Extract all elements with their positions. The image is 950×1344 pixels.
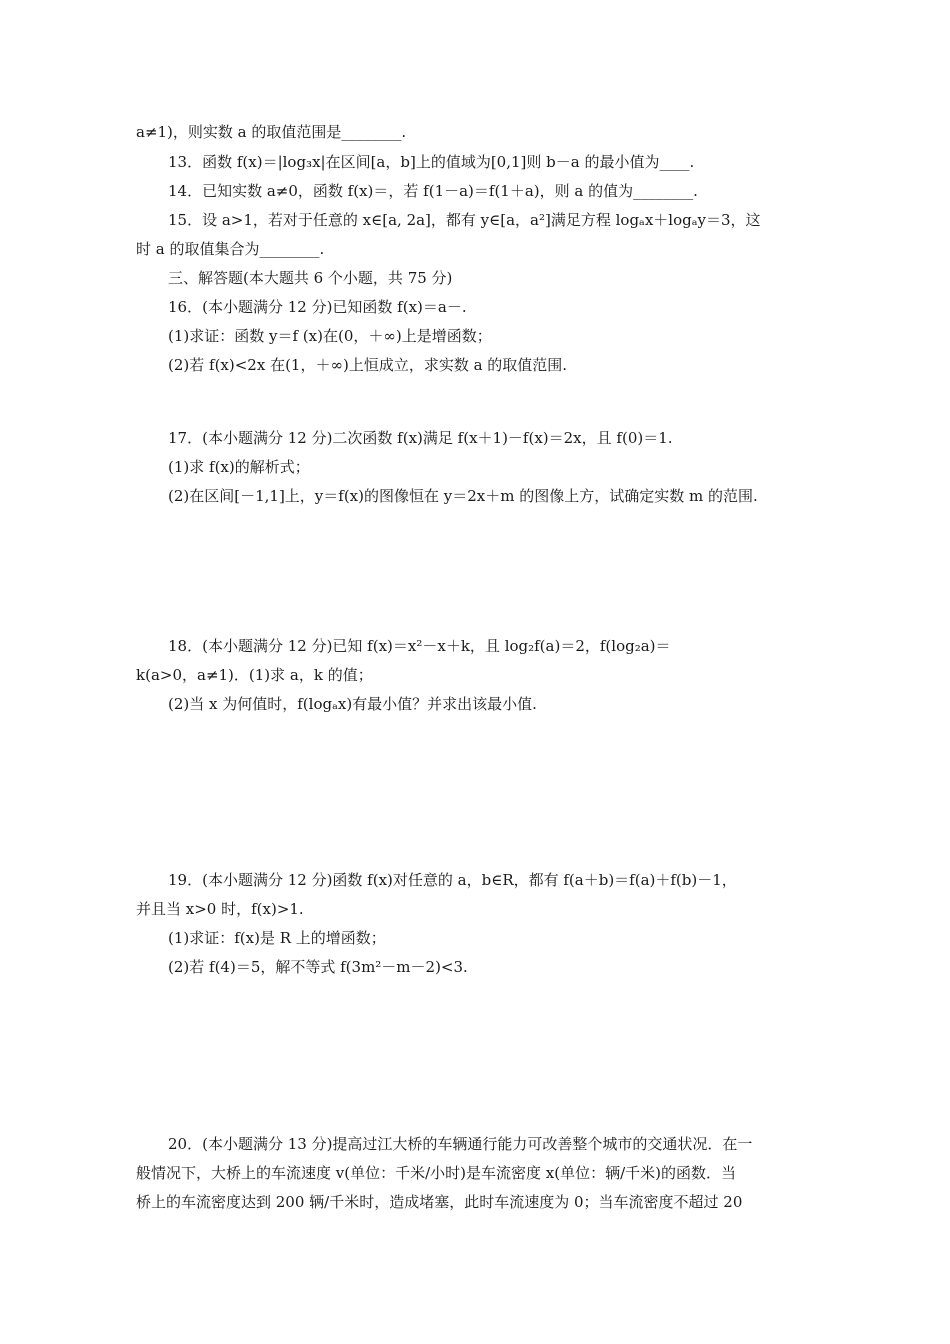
text-line: (1)求证：函数 y＝f (x)在(0，＋∞)上是增函数；	[168, 327, 492, 345]
text-line: (2)若 f(4)＝5，解不等式 f(3m²－m－2)<3.	[168, 958, 468, 976]
text-line: 般情况下，大桥上的车流速度 v(单位：千米/小时)是车流密度 x(单位：辆/千米)的函数．当	[136, 1164, 736, 1182]
question-19: 19．(本小题满分 12 分)函数 f(x)对任意的 a，b∈R，都有 f(a＋b)＝f(a)＋f(b)－1，	[168, 871, 737, 889]
question-18: 18．(本小题满分 12 分)已知 f(x)＝x²－x＋k，且 log₂f(a)＝2，f(log₂a)＝	[168, 637, 671, 655]
text-line: (1)求证：f(x)是 R 上的增函数；	[168, 929, 386, 947]
text-line: 桥上的车流密度达到 200 辆/千米时，造成堵塞，此时车流速度为 0；当车流密度不超过 20	[136, 1193, 743, 1211]
text-line: (2)当 x 为何值时，f(logₐx)有最小值？并求出该最小值.	[168, 695, 537, 713]
text-line: (1)求 f(x)的解析式；	[168, 458, 310, 476]
text-line: 并且当 x>0 时，f(x)>1.	[136, 900, 304, 918]
question-13: 13．函数 f(x)＝|log₃x|在区间[a，b]上的值域为[0,1]则 b－a 的最小值为____.	[168, 153, 695, 171]
question-20: 20．(本小题满分 13 分)提高过江大桥的车辆通行能力可改善整个城市的交通状况．在一	[168, 1135, 753, 1153]
text-line: 时 a 的取值集合为________.	[136, 240, 325, 258]
text-line: (2)若 f(x)<2x 在(1，＋∞)上恒成立，求实数 a 的取值范围.	[168, 356, 568, 374]
text-line: k(a>0，a≠1)．(1)求 a，k 的值；	[136, 666, 373, 684]
question-14: 14．已知实数 a≠0，函数 f(x)＝，若 f(1－a)＝f(1＋a)，则 a 的值为________.	[168, 182, 698, 200]
question-15: 15．设 a>1，若对于任意的 x∈[a, 2a]，都有 y∈[a，a²]满足方程 logₐx＋logₐy＝3，这	[168, 211, 761, 229]
question-17: 17．(本小题满分 12 分)二次函数 f(x)满足 f(x＋1)－f(x)＝2x，且 f(0)＝1.	[168, 429, 673, 447]
text-line: (2)在区间[－1,1]上，y＝f(x)的图像恒在 y＝2x＋m 的图像上方，试确定实数 m 的范围.	[168, 487, 758, 505]
text-line: a≠1)，则实数 a 的取值范围是________.	[136, 123, 407, 141]
question-16: 16．(本小题满分 12 分)已知函数 f(x)＝a－.	[168, 298, 467, 316]
section-heading: 三、解答题(本大题共 6 个小题，共 75 分)	[168, 269, 453, 287]
